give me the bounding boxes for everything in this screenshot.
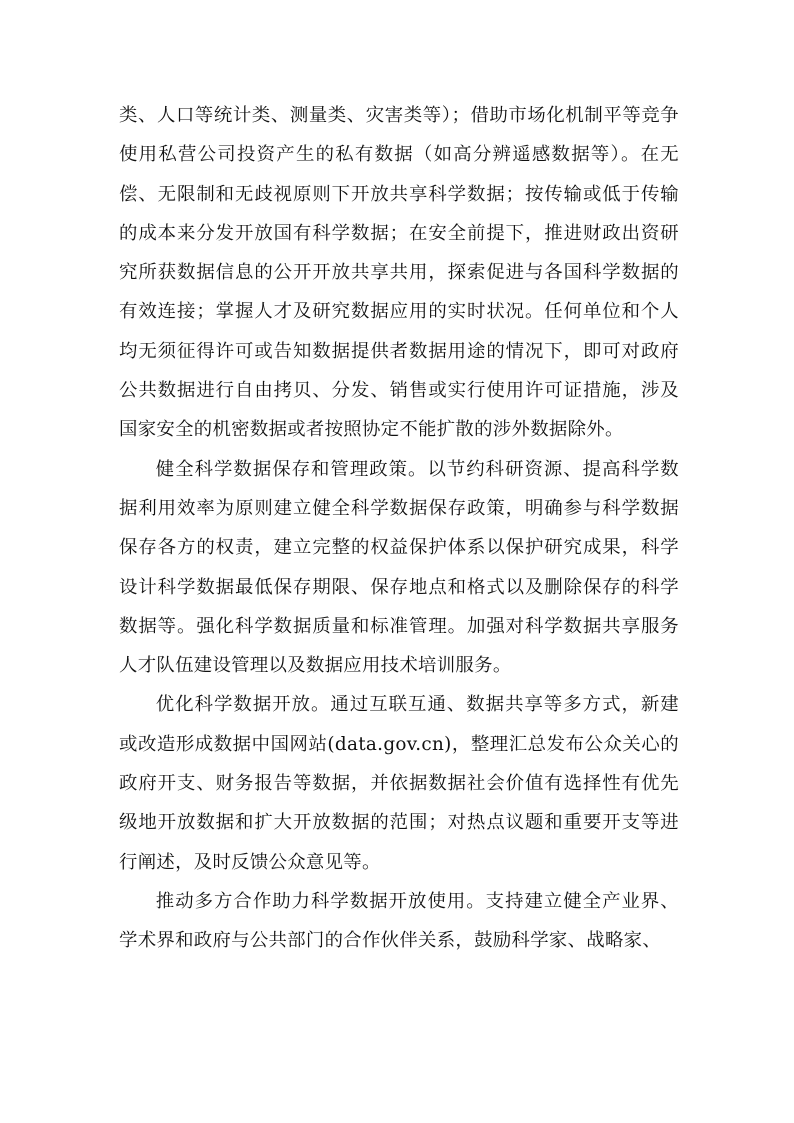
paragraph-4: 推动多方合作助力科学数据开放使用。支持建立健全产业界、学术界和政府与公共部门的合作伙伴关系，鼓励科学家、战略家、: [119, 890, 679, 952]
paragraph-1: 类、人口等统计类、测量类、灾害类等）；借助市场化机制平等竞争使用私营公司投资产生的私有数据（如高分辨遥感数据等）。在无偿、无限制和无歧视原则下开放共享科学数据；按传输或低于传输的成本来分发开放国有科学数据；在安全前提下，推进财政出资研究所获数据信息的公开开放共享共用，探索促进与各国科学数据的有效连接；掌握人才及研究数据应用的实时状况。任何单位和个人均无须征得许可或告知数据提供者数据用途的情况下，即可对政府公共数据进行自由拷贝、分发、销售或实行使用许可证措施，涉及国家安全的机密数据或者按照协定不能扩散的涉外数据除外。: [119, 105, 679, 441]
paragraph-2: 健全科学数据保存和管理政策。以节约科研资源、提高科学数据利用效率为原则建立健全科学数据保存政策，明确参与科学数据保存各方的权责，建立完整的权益保护体系以保护研究成果，科学设计科学数据最低保存期限、保存地点和格式以及删除保存的科学数据等。强化科学数据质量和标准管理。加强对科学数据共享服务人才队伍建设管理以及数据应用技术培训服务。: [119, 458, 679, 677]
paragraph-3: 优化科学数据开放。通过互联互通、数据共享等多方式，新建或改造形成数据中国网站(data.gov.cn)，整理汇总发布公众关心的政府开支、财务报告等数据，并依据数据社会价值有选择性有优先级地开放数据和扩大开放数据的范围；对热点议题和重要开支等进行阐述，及时反馈公众意见等。: [119, 694, 679, 873]
body-text: [119, 96, 679, 961]
